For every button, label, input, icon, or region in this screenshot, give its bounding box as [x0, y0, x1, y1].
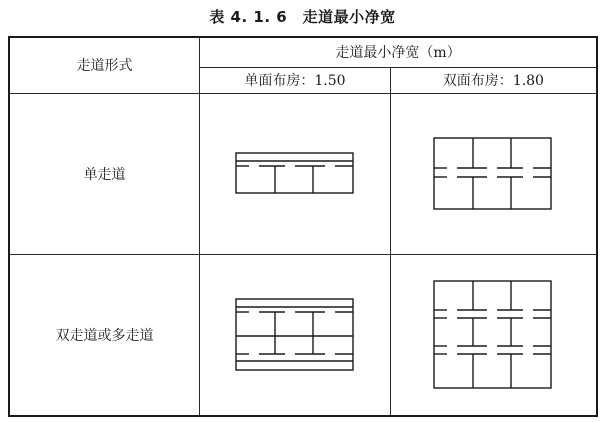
diagram-double-corridor-single-side: [200, 254, 391, 416]
corridor-type-header: 走道形式: [9, 37, 200, 93]
single-corridor-double-side-diagram: [433, 137, 553, 211]
min-width-header: 走道最小净宽（m）: [200, 37, 597, 67]
diagram-single-corridor-double-side: [390, 93, 597, 254]
double-corridor-double-side-diagram: [433, 280, 553, 390]
corridor-width-table: [8, 36, 598, 417]
double-corridor-single-side-diagram: [235, 298, 355, 372]
single-side-header: 单面布房：1.50: [200, 67, 391, 93]
row-label-single-corridor: 单走道: [9, 93, 200, 254]
diagram-double-corridor-double-side: [390, 254, 597, 416]
double-side-header: 双面布房：1.80: [390, 67, 597, 93]
single-corridor-single-side-diagram: [235, 152, 355, 196]
table-title: 表 4. 1. 6 走道最小净宽: [209, 8, 396, 26]
row-label-double-corridor: 双走道或多走道: [9, 254, 200, 416]
diagram-single-corridor-single-side: [200, 93, 391, 254]
